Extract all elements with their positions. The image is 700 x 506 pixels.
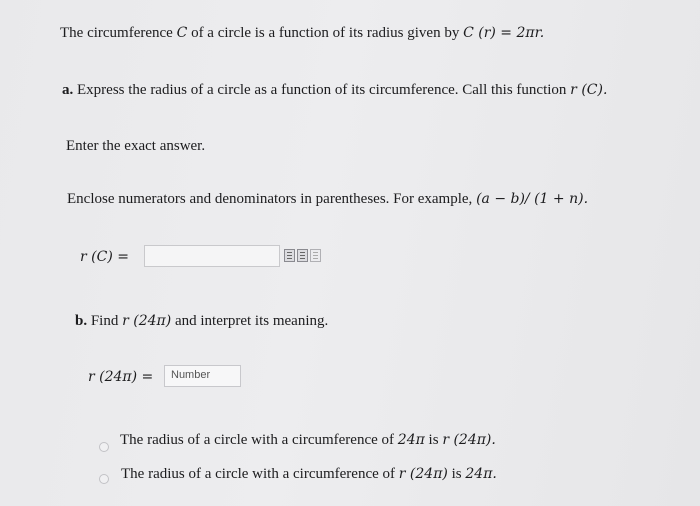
formula-editor-icon[interactable] xyxy=(297,249,308,262)
instruction-parentheses-text: Enclose numerators and denominators in parentheses. For example, xyxy=(67,191,473,207)
part-b-prompt xyxy=(75,312,328,330)
equation-tools xyxy=(284,249,321,262)
option-2-m1: r (24π) xyxy=(398,466,448,482)
option-2-m2: 24π. xyxy=(465,466,497,482)
equation-editor-icon[interactable] xyxy=(284,249,295,262)
option-1-mid: is xyxy=(428,432,439,448)
part-a-prompt xyxy=(62,81,607,99)
option-2[interactable] xyxy=(121,465,497,483)
document-icon[interactable] xyxy=(310,249,321,262)
option-2-radio[interactable] xyxy=(99,474,109,484)
option-1[interactable] xyxy=(120,431,496,449)
answer-a-label: r (C) = xyxy=(80,249,129,265)
instruction-parentheses xyxy=(67,190,588,208)
intro-mid-text: of a circle is a function of its radius given by xyxy=(191,25,460,41)
part-a-func: r (C). xyxy=(570,82,608,98)
part-b-label: b. xyxy=(75,313,88,329)
intro-formula: C (r) = 2πr. xyxy=(463,25,545,41)
answer-a-input[interactable] xyxy=(144,245,280,267)
option-2-text: The radius of a circle with a circumference of xyxy=(121,466,396,482)
part-b-text-after: and interpret its meaning. xyxy=(174,313,329,329)
option-1-m1: 24π xyxy=(397,432,425,448)
option-2-mid: is xyxy=(451,466,462,482)
intro-statement xyxy=(60,24,544,42)
instruction-exact: Enter the exact answer. xyxy=(66,138,206,154)
instruction-example: (a − b)/ (1 + n). xyxy=(476,191,589,207)
number-input[interactable]: Number xyxy=(164,365,241,387)
part-b-text-before: Find xyxy=(90,313,119,329)
intro-text: The circumference xyxy=(60,25,173,41)
answer-b-label: r (24π) = xyxy=(88,369,154,385)
intro-var-c: C xyxy=(176,25,188,41)
part-a-label: a. xyxy=(62,82,74,98)
option-1-m2: r (24π). xyxy=(442,432,496,448)
part-b-expr: r (24π) xyxy=(122,313,172,329)
option-1-text: The radius of a circle with a circumference of xyxy=(120,432,395,448)
option-1-radio[interactable] xyxy=(99,442,109,452)
part-a-text: Express the radius of a circle as a function of its circumference. Call this function xyxy=(77,82,567,98)
